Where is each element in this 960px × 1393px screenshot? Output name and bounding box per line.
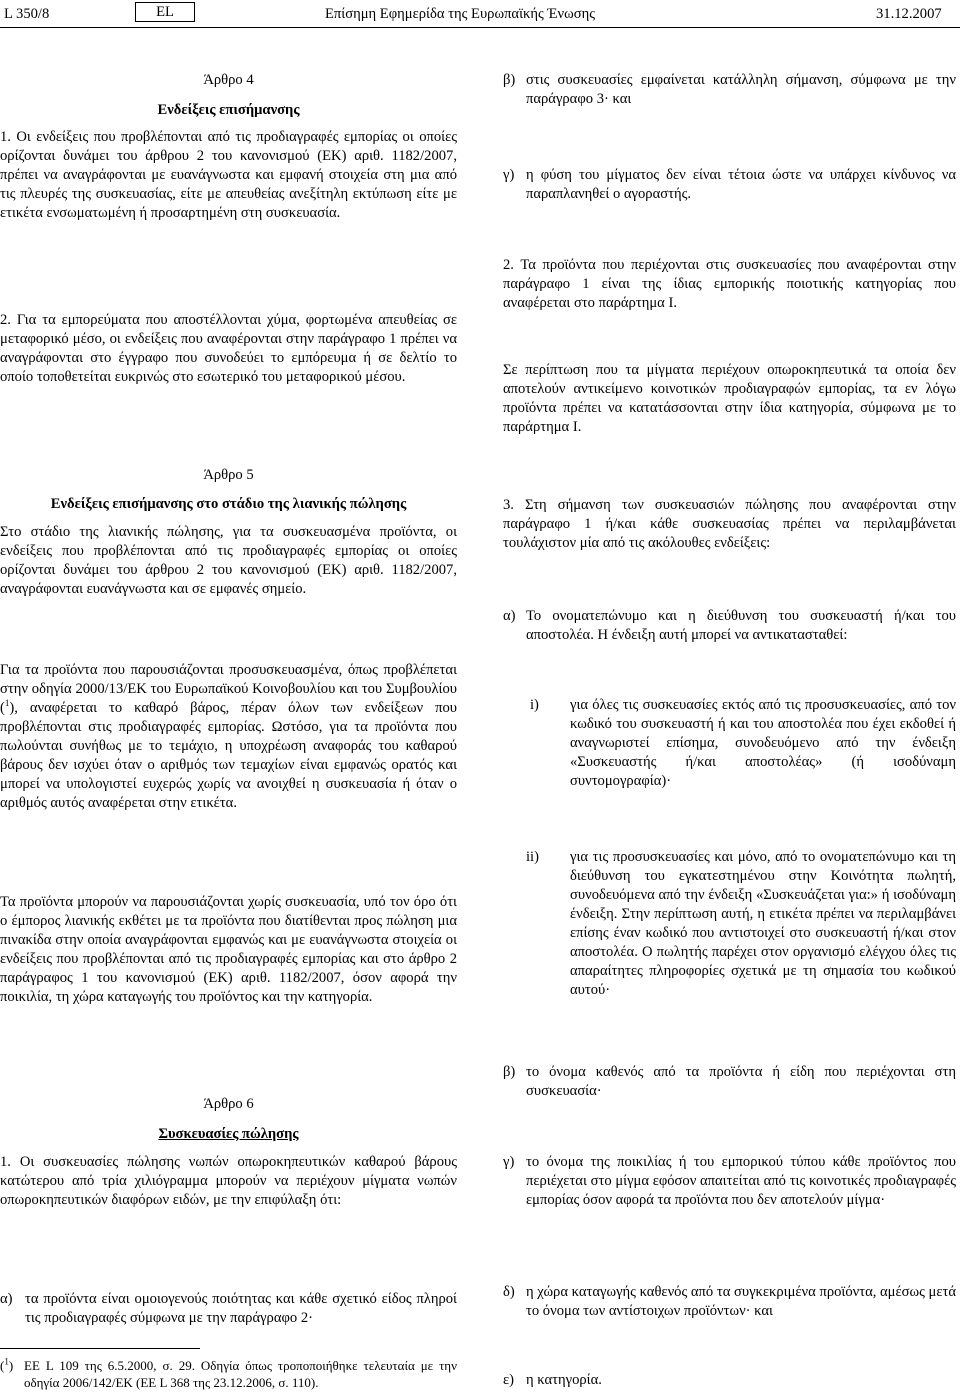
header-rule	[0, 27, 960, 28]
article-5-paragraph-1: Στο στάδιο της λιανικής πώλησης, για τα συσκευασμένα προϊόντα, οι ενδείξεις που προβλέπονται από τις προδιαγραφές εμπορίας οι οποίες ορίζονται δυνάμει του άρθρου 2 του κανονισμού (ΕΚ) αριθ. 1182/2007, αναγράφονται ευανάγνωστα και σε εμφανές σημείο.	[0, 524, 457, 597]
article-6-paragraph-1: 1. Οι συσκευασίες πώλησης νωπών οπωροκηπευτικών καθαρού βάρους κατώτερου από τρία χιλιόγραμμα μπορούν να περιέχουν μίγματα νωπών οπωροκηπευτικών διαφόρων ειδών, με την επιφύλαξη ότι:	[0, 1154, 457, 1208]
item-label: ε)	[503, 1372, 514, 1388]
sub-item-ii	[526, 848, 956, 1000]
article-4-paragraph-1: 1. Οι ενδείξεις που προβλέπονται από τις προδιαγραφές εμπορίας οι οποίες ορίζονται δυνάμει του άρθρου 2 του κανονισμού (ΕΚ) αριθ. 1182/2007, πρέπει να αναγράφονται με ευανάγνωστα και εμφανή στοιχεία στη μια από τις πλευρές της συσκευασίας, είτε με απευθείας ανεξίτηλη εκτύπωση είτε με ετικέτα ενσωματωμένη ή προσαρτημένη στη συσκευασία.	[0, 129, 457, 221]
article-6-paragraph-2: 2. Τα προϊόντα που περιέχονται στις συσκευασίες που αναφέρονται στην παράγραφο 1 είναι της ίδιας εμπορικής ποιοτικής κατηγορίας που αναφέρεται στο παράρτημα Ι.	[503, 257, 956, 311]
article-6-heading: Άρθρο 6	[203, 1096, 254, 1112]
item-label: α)	[0, 1291, 13, 1307]
publication-date: 31.12.2007	[876, 6, 942, 22]
paragraph-text-a: Για τα προϊόντα που παρουσιάζονται προσυσκευασμένα, όπως προβλέπεται στην οδηγία 2000/13/ΕΚ του Ευρωπαϊκού Κοινοβουλίου και του Συμβουλίου (	[0, 662, 457, 716]
item-label: β)	[503, 72, 516, 88]
footnote-reference: 1	[4, 698, 10, 709]
footnote-mark: ($^1$)	[0, 1356, 14, 1373]
article-6-paragraph-3-item-b	[503, 1063, 956, 1101]
article-4-paragraph-2: 2. Για τα εμπορεύματα που αποστέλλονται χύμα, φορτωμένα απευθείας σε μεταφορικό μέσο, οι ενδείξεις που αναφέρονται στην παράγραφο 1 πρέπει να αναγράφονται στο έγγραφο που συνοδεύει το εμπόρευμα ή σε δελτίο το οποίο τοποθετείται ευκρινώς στο εσωτερικό του μεταφορικού μέσου.	[0, 312, 457, 385]
item-label: α)	[503, 608, 516, 624]
item-label: γ)	[503, 167, 515, 183]
article-6-paragraph-3-item-c	[503, 1153, 956, 1210]
sub-item-i	[526, 696, 956, 791]
item-label: γ)	[503, 1154, 515, 1170]
item-text: στις συσκευασίες εμφαίνεται κατάλληλη σήμανση, σύμφωνα με την παράγραφο 3· και	[526, 72, 956, 107]
article-5-paragraph-2	[0, 661, 457, 813]
article-4-heading: Άρθρο 4	[203, 72, 254, 88]
item-text: η φύση του μίγματος δεν είναι τέτοια ώστε να υπάρχει κίνδυνος να παραπλανηθεί ο αγοραστής.	[526, 167, 956, 202]
item-text: το όνομα της ποικιλίας ή του εμπορικού τύπου κάθε προϊόντος που περιέχεται στο μίγμα εφόσον απαιτείται από τις κοινοτικές προδιαγραφές εμπορίας όσον αφορά τα προϊόντα που δεν αποτελούν μίγμα·	[526, 1154, 956, 1208]
article-4-title: Ενδείξεις επισήμανσης	[157, 102, 300, 118]
journal-title: Επίσημη Εφημερίδα της Ευρωπαϊκής Ένωσης	[325, 6, 596, 22]
article-6-paragraph-3-item-d	[503, 1283, 956, 1321]
language-box: EL	[135, 2, 195, 22]
footnote-rule	[0, 1348, 200, 1349]
item-text: η κατηγορία.	[526, 1372, 602, 1388]
item-label: ii)	[526, 849, 539, 865]
paragraph-text-b: ), αναφέρεται το καθαρό βάρος, πέραν όλων των ενδείξεων που προβλέπονται στις προδιαγραφές εμπορίας. Ωστόσο, για τα προϊόντα που πωλούνται συνήθως με το τεμάχιο, η υποχρέωση αναφοράς του καθαρού βάρους δεν ισχύει όταν ο αριθμός των τεμαχίων είναι εμφανώς ορατός και μπορεί να υπολογιστεί ευχερώς χωρίς να ανοιχθεί η συσκευασία ή όταν ο αριθμός αυτός αναφέρεται στην ετικέτα.	[0, 700, 457, 811]
article-6-paragraph-2-sub: Σε περίπτωση που τα μίγματα περιέχουν οπωροκηπευτικά τα οποία δεν αποτελούν αντικείμενο κοινοτικών προδιαγραφών εμπορίας, τα εν λόγω προϊόντα πρέπει να κατατάσσονται στην ίδια κατηγορία, σύμφωνα με το παράρτημα Ι.	[503, 362, 956, 435]
article-6-paragraph-3-item-e	[503, 1371, 956, 1390]
item-label: β)	[503, 1064, 516, 1080]
article-6-title: Συσκευασίες πώλησης	[158, 1126, 299, 1142]
footnote-text: ΕΕ L 109 της 6.5.2000, σ. 29. Οδηγία όπως τροποποιήθηκε τελευταία με την οδηγία 2006/142/ΕΚ (ΕΕ L 368 της 23.12.2006, σ. 110).	[24, 1358, 457, 1390]
article-5-title: Ενδείξεις επισήμανσης στο στάδιο της λιανικής πώλησης	[50, 496, 407, 512]
article-6-paragraph-3: 3. Στη σήμανση των συσκευασιών πώλησης που αναφέρονται στην παράγραφο 1 ή/και κάθε συσκευασίας πρέπει να περιλαμβάνεται τουλάχιστον μία από τις ακόλουθες ενδείξεις:	[503, 497, 956, 551]
item-text: τα προϊόντα είναι ομοιογενούς ποιότητας και κάθε σχετικό είδος πληροί τις προδιαγραφές σύμφωνα με την παράγραφο 2·	[25, 1291, 457, 1326]
article-6-item-a	[0, 1290, 457, 1328]
item-text: η χώρα καταγωγής καθενός από τα συγκεκριμένα προϊόντα, αμέσως μετά το όνομα των αντίστοιχων προϊόντων· και	[526, 1284, 956, 1319]
footnote	[0, 1357, 457, 1391]
article-5-heading: Άρθρο 5	[203, 467, 254, 483]
article-5-paragraph-3: Τα προϊόντα μπορούν να παρουσιάζονται χωρίς συσκευασία, υπό τον όρο ότι ο έμπορος λιανικής εκθέτει με τα προϊόντα που διατίθενται προς πώληση μια πινακίδα στην οποία αναγράφονται εμφανώς και με ευανάγνωστα στοιχεία οι ενδείξεις που προβλέπονται από τις προδιαγραφές εμπορίας και στο άρθρο 2 παράγραφος 1 του κανονισμού (ΕΚ) αριθ. 1182/2007, όσον αφορά την ποικιλία, τη χώρα καταγωγής του προϊόντος και την κατηγορία.	[0, 894, 457, 1005]
page-reference: L 350/8	[4, 6, 50, 22]
item-label: δ)	[503, 1284, 515, 1300]
item-text: για όλες τις συσκευασίες εκτός από τις προσυσκευασίες, από τον κωδικό του συσκευαστή ή και του αποστολέα που έχει εκδοθεί ή αναγνωριστεί επίσημα, συνοδευόμενο από την ένδειξη «Συσκευαστής ή/και αποστολέας» (ή ισοδύναμη συντομογραφία)·	[570, 697, 956, 789]
article-6-paragraph-3-item-a	[503, 607, 956, 645]
article-6-item-b	[503, 71, 956, 109]
item-text: το όνομα καθενός από τα προϊόντα ή είδη που περιέχονται στη συσκευασία·	[526, 1064, 956, 1099]
article-6-item-c	[503, 166, 956, 204]
item-label: i)	[530, 697, 539, 713]
item-text: Το ονοματεπώνυμο και η διεύθυνση του συσκευαστή ή/και του αποστολέα. Η ένδειξη αυτή μπορεί να αντικατασταθεί:	[526, 608, 956, 643]
item-text: για τις προσυσκευασίες και μόνο, από το ονοματεπώνυμο και τη διεύθυνση του εγκατεστημένου στην Κοινότητα πωλητή, συνοδευόμενα από την ένδειξη «Συσκευάζεται για:» ή ισοδύναμη ένδειξη. Στην περίπτωση αυτή, η ετικέτα πρέπει να περιλαμβάνει επίσης έναν κωδικό που αντιστοιχεί στο συσκευαστή ή/και στον αποστολέα. Ο πωλητής παρέχει στον οργανισμό ελέγχου όλες τις απαραίτητες πληροφορίες σχετικά με τη σημασία του κωδικού αυτού·	[570, 849, 956, 998]
